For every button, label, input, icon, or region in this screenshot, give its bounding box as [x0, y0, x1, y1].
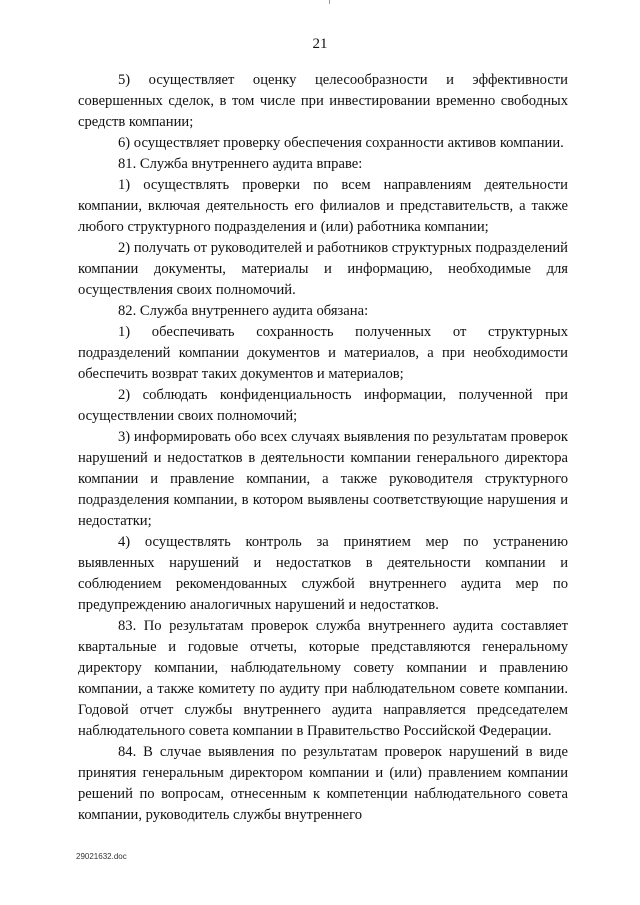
paragraph-82-1: 1) обеспечивать сохранность полученных от структурных подразделений компании документов и материалов, а при необходимости обеспечить возврат таких документов и материалов;	[78, 324, 568, 382]
paragraph-82-2: 2) соблюдать конфиденциальность информации, полученной при осуществлении своих полномочий;	[78, 387, 568, 424]
paragraph-80-6: 6) осуществляет проверку обеспечения сохранности активов компании.	[118, 135, 564, 151]
page-number: 21	[312, 36, 328, 52]
paragraph-82-heading: 82. Служба внутреннего аудита обязана:	[118, 303, 369, 319]
scan-mark	[329, 0, 330, 4]
footer-file-reference: 29021632.doc	[76, 852, 127, 861]
paragraph-81-2: 2) получать от руководителей и работников структурных подразделений компании документы, материалы и информацию, необходимые для осуществления своих полномочий.	[78, 240, 568, 298]
paragraph-81-1: 1) осуществлять проверки по всем направлениям деятельности компании, включая деятельность его филиалов и представительств, а также любого структурного подразделения и (или) работника компании;	[78, 177, 568, 235]
paragraph-80-5: 5) осуществляет оценку целесообразности и эффективности совершенных сделок, в том числе при инвестировании временно свободных средств компании;	[78, 72, 568, 130]
paragraph-84: 84. В случае выявления по результатам проверок нарушений в виде принятия генеральным директором компании и (или) правлением компании решений по вопросам, отнесенным к компетенции наблюдательного совета компании, руководитель службы внутреннего	[78, 744, 568, 823]
paragraph-83: 83. По результатам проверок служба внутреннего аудита составляет квартальные и годовые отчеты, которые представляются генеральному директору компании, наблюдательному совету компании и правлению компании, а также комитету по аудиту при наблюдательном совете компании. Годовой отчет службы внутреннего аудита направляется председателем наблюдательного совета компании в Правительство Российской Федерации.	[78, 618, 568, 739]
document-body	[78, 70, 568, 826]
paragraph-81-heading: 81. Служба внутреннего аудита вправе:	[118, 156, 363, 172]
paragraph-82-4: 4) осуществлять контроль за принятием мер по устранению выявленных нарушений и недостатков в деятельности компании и соблюдением рекомендованных службой внутреннего аудита мер по предупреждению аналогичных нарушений и недостатков.	[78, 534, 568, 613]
paragraph-82-3: 3) информировать обо всех случаях выявления по результатам проверок нарушений и недостатков в деятельности компании генерального директора компании и правление компании, а также руководителя структурного подразделения компании, в котором выявлены соответствующие нарушения и недостатки;	[78, 429, 568, 529]
